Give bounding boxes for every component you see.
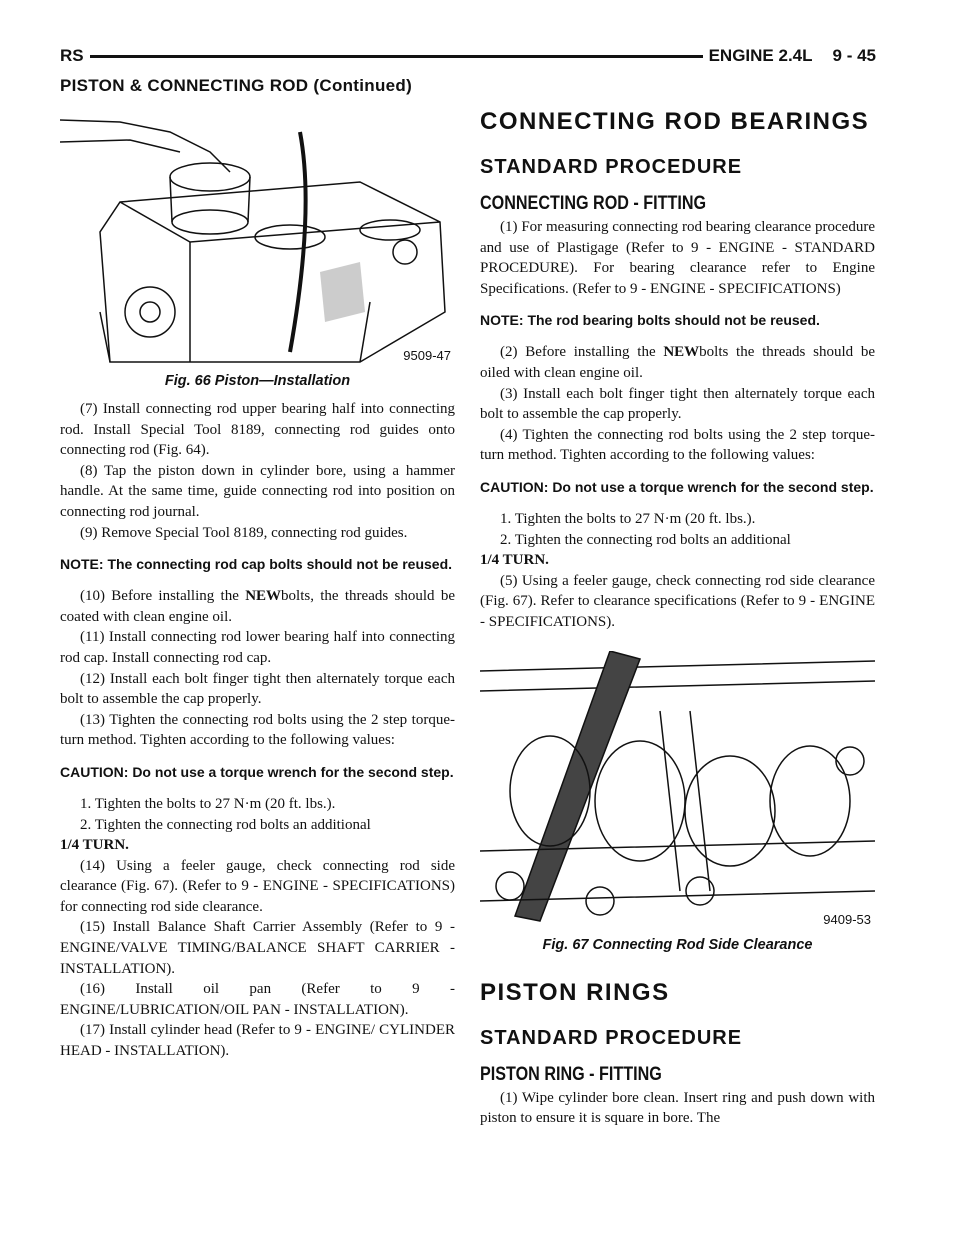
step-7: (7) Install connecting rod upper bearing half into connecting rod. Install Special Tool 8189, connecting rod guides onto connecting rod (Fig. 64).: [60, 401, 455, 459]
figure-caption: Fig. 66 Piston—Installation: [164, 373, 351, 389]
figure-id: 9409-53: [823, 911, 871, 927]
subsection-heading: STANDARD PROCEDURE: [480, 1026, 743, 1049]
emphasis: 1/4 TURN.: [60, 837, 129, 854]
step-12: (12) Install each bolt finger tight then alternately torque each bolt to assemble the cap properly.: [60, 670, 455, 708]
header-section: ENGINE 2.4L: [708, 46, 813, 65]
page-header: [60, 44, 876, 68]
side-clearance-illustration: [480, 651, 875, 931]
emphasis: 1/4 TURN.: [480, 552, 549, 569]
substep-1: 1. Tighten the bolts to 27 N·m (20 ft. lbs.).: [80, 795, 336, 812]
header-left: RS: [60, 46, 84, 65]
step-16: (16) Install oil pan (Refer to 9 - ENGINE/LUBRICATION/OIL PAN - INSTALLATION).: [60, 981, 455, 1018]
substep-2-turn: [60, 835, 455, 856]
step-11: (11) Install connecting rod lower bearing half into connecting rod cap. Install connecting rod cap.: [60, 629, 455, 666]
substep-2: 2. Tighten the connecting rod bolts an additional: [80, 816, 371, 833]
emphasis: NEW: [245, 588, 282, 605]
note: NOTE: The rod bearing bolts should not be reused.: [480, 312, 820, 329]
step-9: (9) Remove Special Tool 8189, connecting rod guides.: [80, 524, 408, 541]
continued-heading: PISTON & CONNECTING ROD (Continued): [60, 76, 413, 95]
step-2: [480, 342, 875, 383]
figure-caption: Fig. 67 Connecting Rod Side Clearance: [542, 936, 813, 953]
step-1: (1) For measuring connecting rod bearing clearance procedure and use of Plastigage (Refer to 9 - ENGINE - STANDARD PROCEDURE). For bearing clearance refer to Engine Specifications. (Refer to 9 - ENGINE - SPECIFICATIONS): [480, 219, 875, 297]
header-rule: [90, 55, 703, 58]
subsection-heading: STANDARD PROCEDURE: [480, 156, 743, 178]
step-15: (15) Install Balance Shaft Carrier Assembly (Refer to 9 - ENGINE/VALVE TIMING/BALANCE SHAFT CARRIER - INSTALLATION).: [60, 919, 455, 977]
step-5: (5) Using a feeler gauge, check connecting rod side clearance (Fig. 67). Refer to clearance specifications (Refer to 9 - ENGINE - SPECIFICATIONS).: [480, 572, 875, 630]
figure-66: [60, 112, 455, 367]
substep-2-turn: [480, 550, 875, 571]
step-1: (1) Wipe cylinder bore clean. Insert ring and push down with piston to ensure it is square in bore. The: [480, 1089, 875, 1127]
page-number: 9 - 45: [832, 46, 876, 65]
right-column: [480, 108, 875, 1129]
left-column: [60, 112, 455, 1062]
emphasis: NEW: [663, 344, 700, 361]
step-8: (8) Tap the piston down in cylinder bore, using a hammer handle. At the same time, guide connecting rod into position on connecting rod journal.: [60, 462, 455, 520]
section-heading: PISTON RINGS: [480, 978, 670, 1006]
note: NOTE: The connecting rod cap bolts should not be reused.: [60, 556, 453, 573]
step-14: (14) Using a feeler gauge, check connecting rod side clearance (Fig. 67). (Refer to 9 - ENGINE - SPECIFICATIONS) for connecting rod side clearance.: [60, 857, 455, 915]
section-heading: CONNECTING ROD BEARINGS: [480, 108, 870, 135]
substep-1: 1. Tighten the bolts to 27 N·m (20 ft. lbs.).: [500, 510, 756, 527]
text: (10) Before installing the: [80, 588, 246, 605]
procedure-heading: PISTON RING - FITTING: [480, 1063, 662, 1085]
substep-2: 2. Tighten the connecting rod bolts an additional: [500, 531, 791, 548]
caution: CAUTION: Do not use a torque wrench for the second step.: [480, 478, 874, 495]
text: bolts, the threads should be coated with clean engine oil.: [60, 588, 455, 625]
step-10: [60, 586, 455, 627]
procedure-heading: CONNECTING ROD - FITTING: [480, 193, 707, 214]
text: (2) Before installing the: [500, 344, 664, 361]
figure-67: [480, 651, 875, 931]
piston-installation-illustration: [60, 112, 455, 367]
caution: CAUTION: Do not use a torque wrench for the second step.: [60, 763, 454, 780]
step-4: (4) Tighten the connecting rod bolts using the 2 step torque-turn method. Tighten according to the following values:: [480, 426, 875, 464]
figure-id: 9509-47: [403, 348, 451, 363]
step-3: (3) Install each bolt finger tight then alternately torque each bolt to assemble the cap properly.: [480, 385, 875, 423]
step-13: (13) Tighten the connecting rod bolts using the 2 step torque-turn method. Tighten according to the following values:: [60, 711, 455, 749]
text: bolts the threads should be oiled with clean engine oil.: [480, 344, 875, 381]
step-17: (17) Install cylinder head (Refer to 9 - ENGINE/ CYLINDER HEAD - INSTALLATION).: [60, 1022, 455, 1060]
